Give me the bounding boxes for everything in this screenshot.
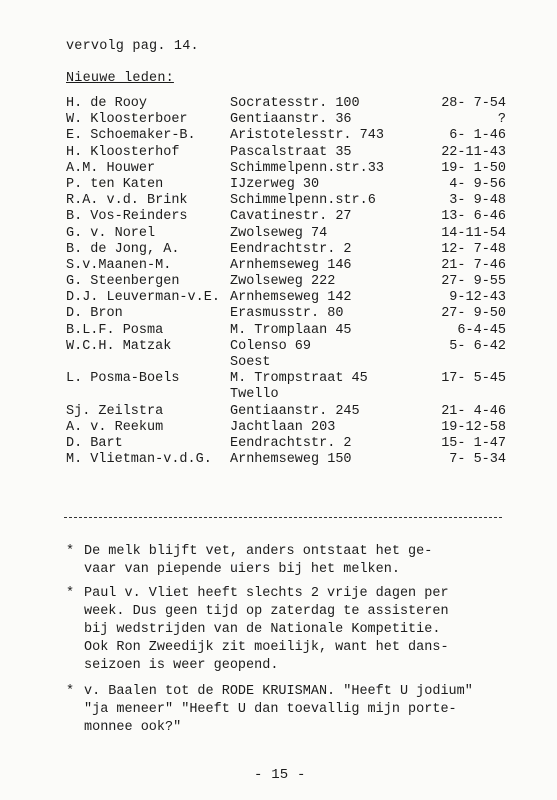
member-name: M. Vlietman-v.d.G. — [66, 452, 212, 468]
member-name: S.v.Maanen-M. — [66, 257, 172, 273]
member-birthdate: 6- 1-46 — [449, 128, 506, 144]
member-row — [66, 452, 506, 468]
member-address: M. Trompstraat 45 — [230, 371, 368, 387]
member-address: Aristotelesstr. 743 — [230, 128, 384, 144]
member-address: Soest — [230, 355, 271, 370]
member-birthdate: ? — [497, 112, 506, 128]
member-name: R.A. v.d. Brink — [66, 193, 188, 209]
member-name: G. v. Norel — [66, 225, 156, 241]
note-text: Paul v. Vliet heeft slechts 2 vrije dagen per week. Dus geen tijd op zaterdag te assisteren bij wedstrijden van de Nationale Kompetitie. Ook Ron Zweedijk zit moeilijk, want het dans- seizoen is weer geopend. — [84, 586, 449, 673]
member-birthdate: 3- 9-48 — [449, 193, 506, 209]
member-row — [66, 161, 506, 177]
member-row — [66, 177, 506, 193]
member-address: Twello — [230, 387, 279, 403]
member-list — [66, 96, 506, 468]
member-row — [66, 258, 506, 274]
member-birthdate: 9-12-43 — [449, 290, 506, 306]
note-text: De melk blijft vet, anders ontstaat het ge- vaar van piepende uiers bij het melken. — [84, 544, 433, 577]
member-name: L. Posma-Boels — [66, 371, 180, 387]
member-address: IJzerweg 30 — [230, 176, 320, 192]
member-address: Zwolseweg 222 — [230, 274, 336, 290]
member-address: Eendrachtstr. 2 — [230, 241, 352, 257]
bullet-star: * — [66, 586, 75, 601]
member-row — [66, 436, 506, 452]
member-birthdate: 27- 9-55 — [441, 274, 506, 290]
member-row — [66, 226, 506, 242]
member-row — [66, 306, 506, 322]
member-row — [66, 404, 506, 420]
member-row — [66, 355, 506, 371]
member-row — [66, 193, 506, 209]
member-name: B.L.F. Posma — [66, 322, 164, 338]
member-birthdate: 28- 7-54 — [441, 96, 506, 111]
member-birthdate: 14-11-54 — [441, 225, 506, 241]
member-address: Schimmelpenn.str.33 — [230, 160, 384, 176]
member-birthdate: 12- 7-48 — [441, 241, 506, 257]
member-row — [66, 242, 506, 258]
member-row — [66, 145, 506, 161]
member-name: P. ten Katen — [66, 176, 164, 192]
member-name: Sj. Zeilstra — [66, 403, 164, 419]
member-birthdate: 22-11-43 — [441, 144, 506, 160]
member-name: G. Steenbergen — [66, 274, 180, 290]
member-birthdate: 19- 1-50 — [441, 160, 506, 176]
member-name: H. Kloosterhof — [66, 144, 180, 160]
member-row — [66, 274, 506, 290]
continuation-note: vervolg pag. 14. — [66, 39, 199, 54]
member-address: Gentiaanstr. 245 — [230, 403, 360, 419]
member-birthdate: 13- 6-46 — [441, 209, 506, 225]
member-name: H. de Rooy — [66, 96, 148, 111]
member-address: Schimmelpenn.str.6 — [230, 193, 376, 209]
member-birthdate: 6-4-45 — [457, 322, 506, 338]
member-address: Erasmusstr. 80 — [230, 306, 344, 322]
member-row — [66, 339, 506, 355]
member-address: Arnhemseweg 146 — [230, 257, 352, 273]
member-row — [66, 112, 506, 128]
member-address: Cavatinestr. 27 — [230, 209, 352, 225]
member-name: B. Vos-Reinders — [66, 209, 188, 225]
member-row — [66, 420, 506, 436]
member-name: A.M. Houwer — [66, 160, 156, 176]
section-title: Nieuwe leden: — [66, 71, 174, 86]
bullet-star: * — [66, 544, 75, 559]
member-birthdate: 7- 5-34 — [449, 452, 506, 468]
member-birthdate: 17- 5-45 — [441, 371, 506, 387]
member-birthdate: 21- 7-46 — [441, 257, 506, 273]
member-name: A. v. Reekum — [66, 419, 164, 435]
member-name: B. de Jong, A. — [66, 241, 180, 257]
member-name: D. Bron — [66, 306, 123, 322]
member-birthdate: 5- 6-42 — [449, 338, 506, 354]
member-address: Colenso 69 — [230, 338, 312, 354]
member-name: W.C.H. Matzak — [66, 338, 172, 354]
member-address: Pascalstraat 35 — [230, 144, 352, 160]
member-birthdate: 15- 1-47 — [441, 435, 506, 451]
member-address: Socratesstr. 100 — [230, 96, 360, 111]
member-name: W. Kloosterboer — [66, 112, 188, 128]
member-address: Eendrachtstr. 2 — [230, 435, 352, 451]
member-row — [66, 290, 506, 306]
member-birthdate: 21- 4-46 — [441, 403, 506, 419]
member-address: Jachtlaan 203 — [230, 419, 336, 435]
member-address: M. Tromplaan 45 — [230, 322, 352, 338]
member-birthdate: 19-12-58 — [441, 419, 506, 435]
member-birthdate: 4- 9-56 — [449, 176, 506, 192]
member-row — [66, 209, 506, 225]
bullet-star: * — [66, 684, 75, 699]
member-address: Arnhemseweg 142 — [230, 290, 352, 306]
member-row — [66, 323, 506, 339]
member-address: Arnhemseweg 150 — [230, 452, 352, 468]
member-address: Gentiaanstr. 36 — [230, 112, 352, 128]
member-row — [66, 371, 506, 387]
member-row — [66, 387, 506, 403]
member-row — [66, 128, 506, 144]
note-text: v. Baalen tot de RODE KRUISMAN. "Heeft U jodium" "ja meneer" "Heeft U dan toevallig mijn porte- monnee ook?" — [84, 684, 473, 735]
member-name: E. Schoemaker-B. — [66, 128, 196, 144]
member-name: D. Bart — [66, 435, 123, 451]
member-birthdate: 27- 9-50 — [441, 306, 506, 322]
member-name: D.J. Leuverman-v.E. — [66, 290, 220, 306]
member-address: Zwolseweg 74 — [230, 225, 328, 241]
member-row — [66, 96, 506, 112]
page-number: - 15 - — [254, 767, 306, 783]
dashed-divider — [64, 517, 502, 518]
